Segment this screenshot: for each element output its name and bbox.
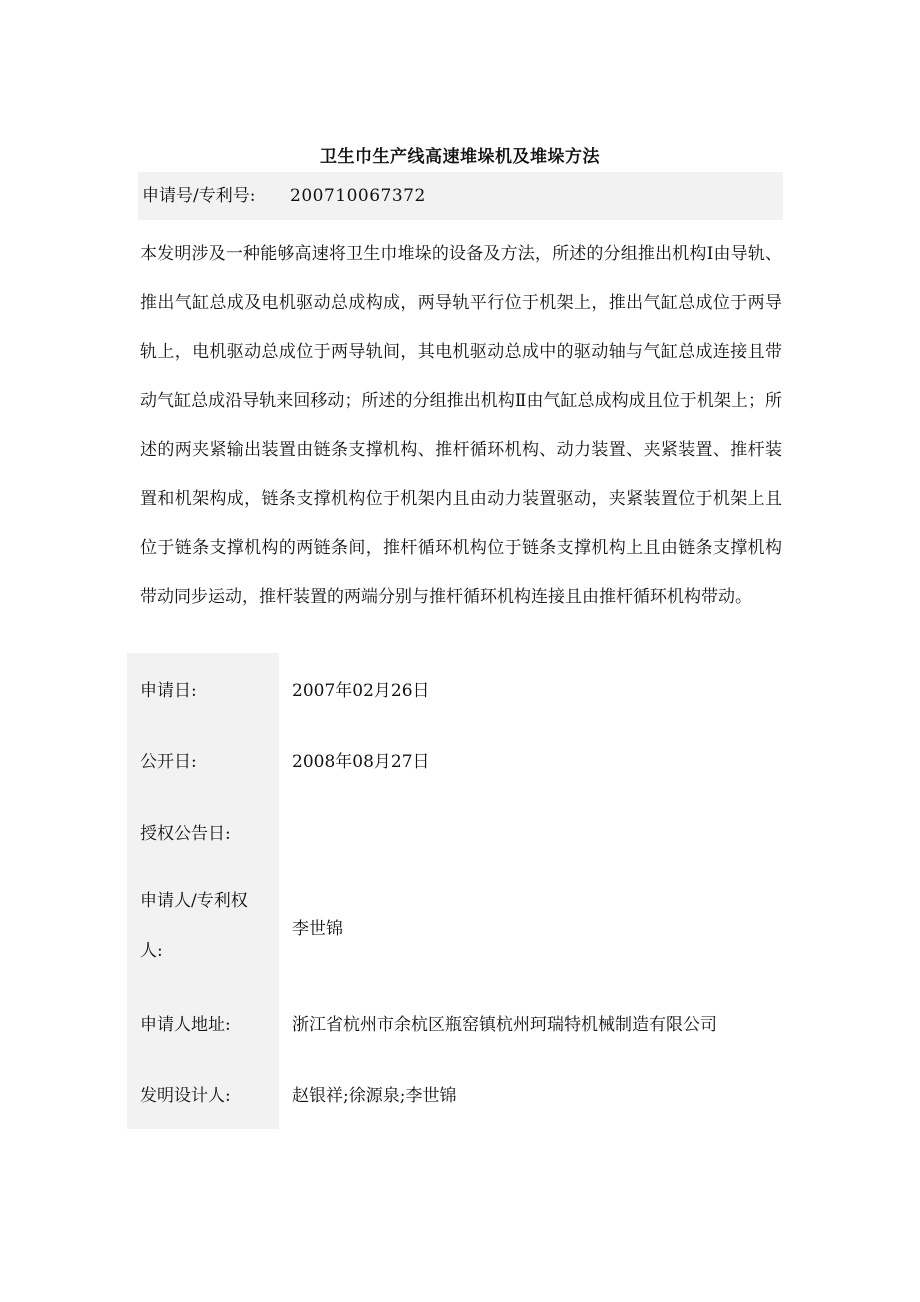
- publication-date-value: 2008年08月27日: [292, 752, 430, 772]
- applicant-label: 申请人/专利权人:: [140, 891, 248, 961]
- application-number-label: 申请号/专利号:: [142, 186, 256, 206]
- applicant-address-label: 申请人地址:: [140, 1015, 231, 1035]
- application-number-row: [138, 172, 783, 220]
- publication-date-label: 公开日:: [140, 752, 197, 772]
- application-date-label: 申请日:: [140, 681, 197, 701]
- grant-date-label: 授权公告日:: [140, 824, 231, 844]
- application-date-value: 2007年02月26日: [292, 681, 430, 701]
- inventors-value: 赵银祥;徐源泉;李世锦: [292, 1086, 457, 1106]
- patent-abstract: 本发明涉及一种能够高速将卫生巾堆垛的设备及方法，所述的分组推出机构Ⅰ由导轨、推出气缸总成及电机驱动总成构成，两导轨平行位于机架上，推出气缸总成位于两导轨上，电机驱动总成位于两导轨间，其电机驱动总成中的驱动轴与气缸总成连接且带动气缸总成沿导轨来回移动；所述的分组推出机构Ⅱ由气缸总成构成且位于机架上；所述的两夹紧输出装置由链条支撑机构、推杆循环机构、动力装置、夹紧装置、推杆装置和机架构成，链条支撑机构位于机架内且由动力装置驱动，夹紧装置位于机架上且位于链条支撑机构的两链条间，推杆循环机构位于链条支撑机构上且由链条支撑机构带动同步运动，推杆装置的两端分别与推杆循环机构连接且由推杆循环机构带动。: [140, 244, 782, 607]
- applicant-value: 李世锦: [292, 919, 343, 939]
- inventors-label: 发明设计人:: [140, 1086, 231, 1106]
- application-number-value: 200710067372: [290, 186, 426, 206]
- patent-title: 卫生巾生产线高速堆垛机及堆垛方法: [320, 147, 600, 167]
- applicant-address-value: 浙江省杭州市余杭区瓶窑镇杭州珂瑞特机械制造有限公司: [292, 1015, 717, 1035]
